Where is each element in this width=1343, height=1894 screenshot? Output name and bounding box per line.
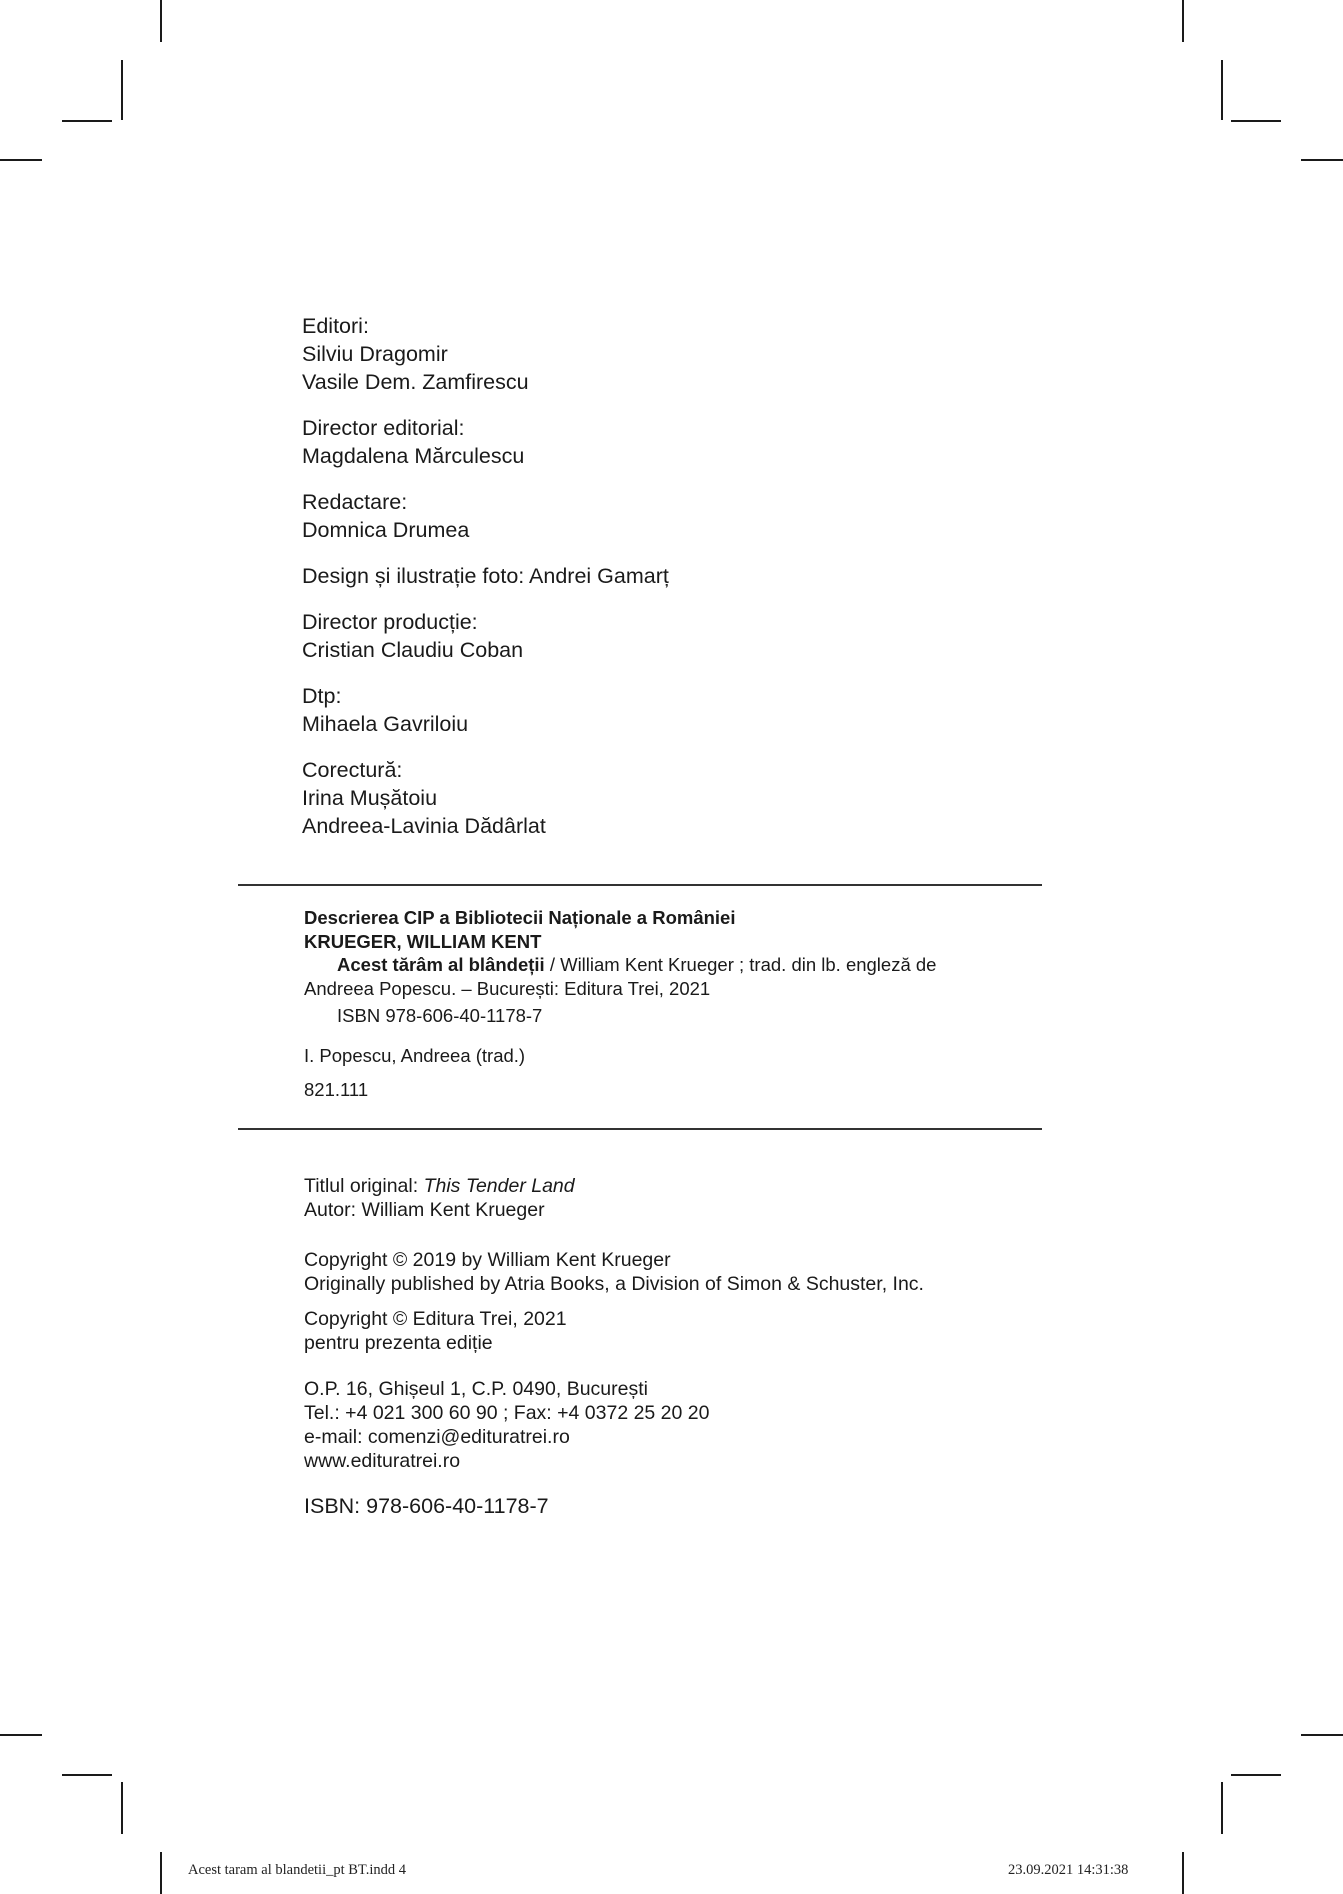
credit-name: Andreea-Lavinia Dădârlat xyxy=(302,814,546,838)
credit-corectura xyxy=(302,756,669,840)
credit-editori xyxy=(302,312,669,396)
crop-mark xyxy=(160,1852,162,1894)
credit-dtp xyxy=(302,682,669,738)
copyright-line: Copyright © Editura Trei, 2021 xyxy=(304,1308,567,1330)
crop-mark xyxy=(1231,120,1281,122)
crop-mark xyxy=(1182,1852,1184,1894)
divider-bottom xyxy=(238,1128,1042,1130)
isbn-final: ISBN: 978-606-40-1178-7 xyxy=(304,1494,549,1518)
credit-director-productie xyxy=(302,608,669,664)
contact-block xyxy=(304,1377,709,1473)
copyright-line: Copyright © 2019 by William Kent Krueger xyxy=(304,1249,671,1271)
crop-mark xyxy=(1182,0,1184,42)
contact-email: e-mail: comenzi@edituratrei.ro xyxy=(304,1426,570,1448)
copyright-line: pentru prezenta ediție xyxy=(304,1332,493,1354)
credit-redactare xyxy=(302,488,669,544)
credit-name: Irina Mușătoiu xyxy=(302,786,438,810)
cip-title-rest: / William Kent Krueger ; trad. din lb. engleză de xyxy=(544,954,937,975)
copyright-edition xyxy=(304,1307,567,1355)
cip-title: Acest tărâm al blândeții xyxy=(337,954,545,975)
cip-isbn: ISBN 978-606-40-1178-7 xyxy=(337,1005,543,1026)
credit-heading: Director producție: xyxy=(302,610,478,634)
crop-mark xyxy=(121,1782,123,1834)
slug-timestamp: 23.09.2021 14:31:38 xyxy=(1008,1862,1129,1878)
original-author: Autor: William Kent Krueger xyxy=(304,1199,545,1221)
crop-mark xyxy=(1221,1782,1223,1834)
copyright-line: Originally published by Atria Books, a Division of Simon & Schuster, Inc. xyxy=(304,1273,924,1295)
credit-name: Vasile Dem. Zamfirescu xyxy=(302,370,529,394)
cip-classification: 821.111 xyxy=(304,1079,369,1100)
cip-author: KRUEGER, WILLIAM KENT xyxy=(304,930,542,952)
credit-heading: Dtp: xyxy=(302,684,342,708)
crop-mark xyxy=(0,1734,42,1736)
contact-web: www.edituratrei.ro xyxy=(304,1450,461,1472)
contact-address: O.P. 16, Ghișeul 1, C.P. 0490, București xyxy=(304,1378,648,1400)
credit-name: Domnica Drumea xyxy=(302,518,470,542)
credits-section xyxy=(302,312,669,858)
credit-name: Silviu Dragomir xyxy=(302,342,448,366)
cip-heading: Descrierea CIP a Bibliotecii Naționale a României xyxy=(304,907,736,928)
credit-name: Cristian Claudiu Coban xyxy=(302,638,524,662)
credit-design xyxy=(302,562,669,590)
divider-top xyxy=(238,884,1042,886)
cip-title-line xyxy=(304,953,936,977)
original-title xyxy=(304,1174,575,1198)
credit-heading: Director editorial: xyxy=(302,416,465,440)
credit-heading: Corectură: xyxy=(302,758,403,782)
crop-mark xyxy=(160,0,162,42)
credit-heading: Redactare: xyxy=(302,490,408,514)
crop-mark xyxy=(1301,1734,1343,1736)
credit-heading: Design și ilustrație foto: Andrei Gamarț xyxy=(302,564,669,588)
crop-mark xyxy=(1301,159,1343,161)
cip-title-continued: Andreea Popescu. – București: Editura Trei, 2021 xyxy=(304,977,711,999)
original-info xyxy=(304,1174,575,1222)
slug-file: Acest taram al blandetii_pt BT.indd 4 xyxy=(188,1862,406,1878)
cip-translator: I. Popescu, Andreea (trad.) xyxy=(304,1045,526,1066)
copyright-original xyxy=(304,1248,924,1296)
crop-mark xyxy=(62,120,112,122)
cip-block xyxy=(304,906,936,1028)
original-title-label: Titlul original: xyxy=(304,1175,424,1197)
crop-mark xyxy=(1231,1774,1281,1776)
crop-mark xyxy=(0,159,42,161)
credit-name: Magdalena Mărculescu xyxy=(302,444,525,468)
credit-name: Mihaela Gavriloiu xyxy=(302,712,469,736)
original-title-value: This Tender Land xyxy=(423,1175,575,1197)
crop-mark xyxy=(62,1774,112,1776)
credit-director-editorial xyxy=(302,414,669,470)
contact-phone: Tel.: +4 021 300 60 90 ; Fax: +4 0372 25 20 20 xyxy=(304,1402,710,1424)
crop-mark xyxy=(121,60,123,120)
credit-heading: Editori: xyxy=(302,314,369,338)
crop-mark xyxy=(1221,60,1223,120)
